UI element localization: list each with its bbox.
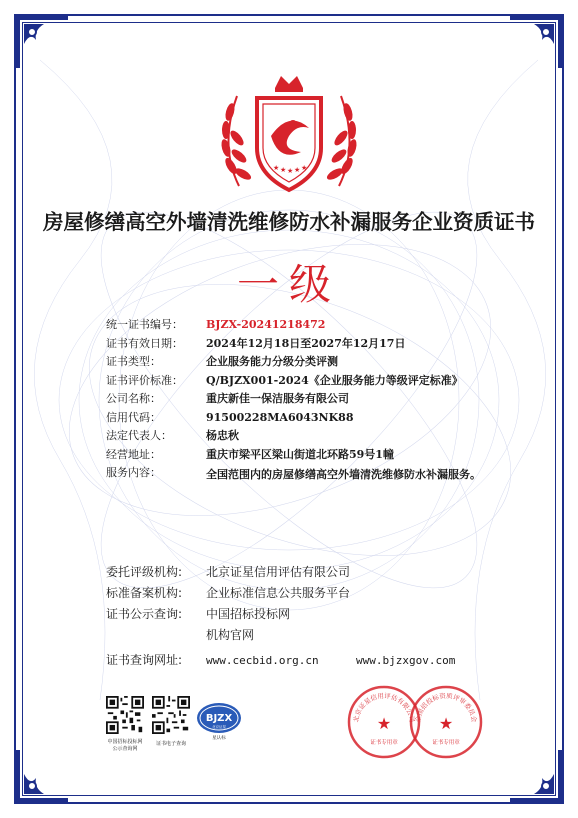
publish-query-row [106, 604, 486, 625]
query-url-row [106, 650, 486, 671]
field-cert-number [106, 316, 506, 335]
corner-ornament-top-left [12, 12, 70, 70]
stamp2-text: 全国招投标资质评审委员会 [413, 691, 479, 723]
corner-ornament-bottom-left [12, 748, 70, 806]
logo-subtext: 北京证星 [212, 725, 226, 729]
field-label: 证书评价标准： [106, 373, 183, 387]
svg-text:★: ★ [294, 166, 301, 174]
entrust-agency-label: 委托评级机构: [106, 565, 183, 579]
publish-query-row-2 [106, 625, 486, 646]
corner-ornament-bottom-right [508, 748, 566, 806]
field-cert-type [106, 353, 506, 372]
star-icon: ★ [376, 714, 392, 733]
publish-query-value: 中国招标投标网 [206, 607, 291, 621]
svg-text:★: ★ [301, 164, 308, 172]
certificate-title: 房屋修缮高空外墙清洗维修防水补漏服务企业资质证书 [43, 210, 535, 234]
certificate-info [106, 316, 506, 485]
stamp1-subtext: 证书专用章 [370, 740, 398, 746]
issuer-info [106, 562, 486, 671]
field-credit-code [106, 409, 506, 428]
field-label: 证书类型： [106, 355, 161, 368]
qr-code-label: 中国招标投标网 公示查询网 [107, 739, 143, 752]
entrust-agency-row [106, 562, 486, 583]
qr-code-icon-2[interactable] [152, 696, 190, 734]
logo-text: BJZX [205, 713, 233, 724]
record-agency-row [106, 583, 486, 604]
svg-text:★: ★ [280, 166, 287, 174]
field-value: 2024年12月18日至2027年12月17日 [206, 336, 406, 350]
field-value: 重庆市梁平区梁山街道北环路59号1幢 [206, 447, 394, 461]
field-address [106, 446, 506, 465]
field-company-name [106, 390, 506, 409]
field-label: 法定代表人： [106, 429, 172, 442]
field-service-scope [106, 464, 506, 485]
field-value: 企业服务能力分级分类评测 [206, 355, 338, 368]
field-legal-rep [106, 427, 506, 446]
star-icon: ★ [438, 714, 454, 733]
stamp1-text: 北京证星信用评估有限公司 [351, 691, 417, 723]
field-label: 公司名称： [106, 392, 161, 405]
field-standard [106, 372, 506, 391]
qr-code-label-2: 证书电子查询 [155, 741, 186, 747]
entrust-agency-value: 北京证星信用评估有限公司 [206, 565, 351, 579]
svg-text:★: ★ [273, 164, 280, 172]
query-url-2[interactable]: www.bjzxgov.com [356, 654, 456, 667]
field-valid-dates [106, 335, 506, 354]
field-value: Q/BJZX001-2024《企业服务能力等级评定标准》 [206, 373, 463, 387]
certificate-emblem-icon [209, 66, 369, 202]
field-value: 91500228MA6043NK88 [206, 410, 354, 424]
certificate-grade: 一级 [236, 260, 341, 309]
field-label: 证书有效日期： [106, 336, 183, 350]
field-value: BJZX-20241218472 [206, 318, 326, 331]
stamp2-subtext: 证书专用章 [432, 740, 460, 746]
record-agency-value: 企业标准信息公共服务平台 [206, 586, 351, 600]
field-label: 服务内容： [106, 466, 161, 479]
field-label: 经营地址： [106, 447, 161, 461]
field-value: 杨忠秋 [206, 429, 239, 442]
record-agency-label: 标准备案机构: [106, 586, 183, 600]
official-stamp-2 [408, 684, 484, 760]
field-label: 统一证书编号： [106, 318, 183, 331]
query-url-label: 证书查询网址: [106, 653, 183, 667]
corner-ornament-top-right [508, 12, 566, 70]
field-value: 全国范围内的房屋修缮高空外墙清洗维修防水补漏服务。 [206, 468, 481, 481]
field-value: 重庆新佳一保洁服务有限公司 [206, 392, 349, 405]
query-url-1[interactable]: www.cecbid.org.cn [206, 654, 319, 667]
publish-query-label: 证书公示查询: [106, 607, 183, 621]
qr-code-icon[interactable] [106, 696, 144, 734]
publish-query-value-2: 机构官网 [206, 628, 255, 642]
bjzx-logo-icon [195, 700, 243, 740]
logo-caption: 星认标 [212, 736, 226, 740]
field-label: 信用代码： [106, 410, 161, 424]
svg-text:★: ★ [287, 167, 294, 175]
